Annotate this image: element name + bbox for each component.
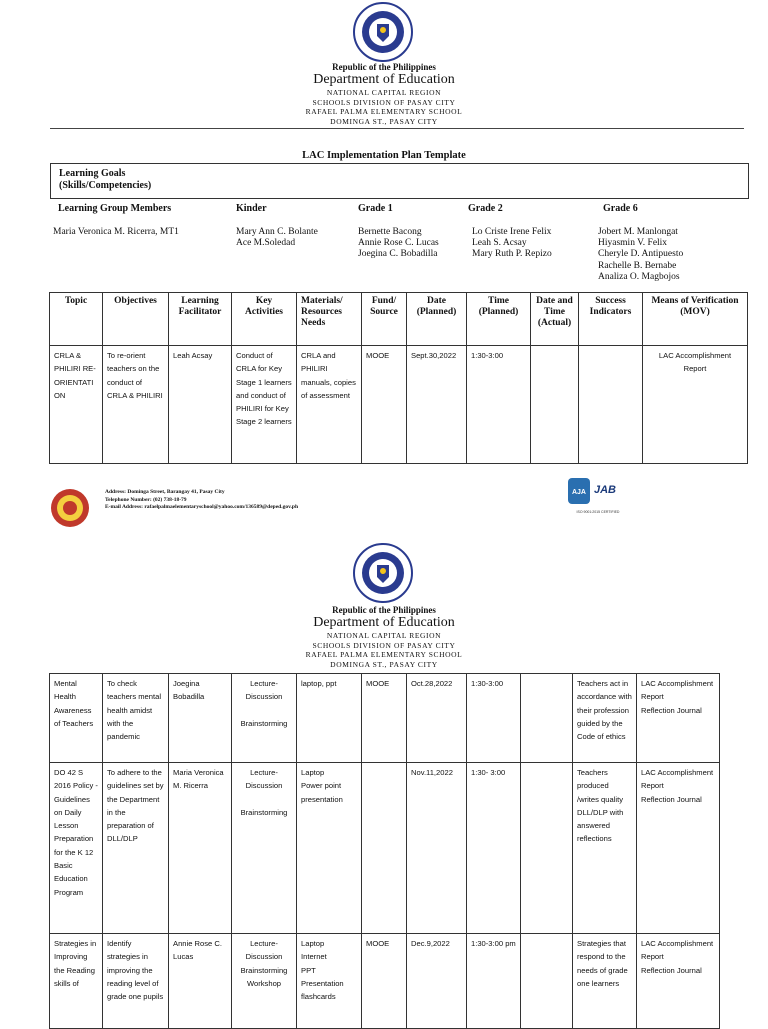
cell-topic: CRLA & PHILIRI RE-ORIENTATI ON (50, 346, 103, 464)
cell-mov: LAC Accomplishment Report Reflection Journal (637, 674, 720, 763)
member-list (472, 227, 552, 261)
col-header: Success Indicators (579, 293, 643, 346)
member-name: Lo Criste Irene Felix (472, 227, 552, 237)
header-rule (50, 128, 744, 129)
member-name: Mary Ruth P. Repizo (472, 249, 552, 260)
member-name: Rachelle B. Bernabe (598, 260, 677, 271)
member-list (53, 227, 179, 238)
cell-mov: LAC Accomplishment Report (643, 346, 748, 464)
col-header: Learning Facilitator (169, 293, 232, 346)
col-header: Date and Time (Actual) (531, 293, 579, 346)
group-label-grade6: Grade 6 (603, 203, 638, 214)
cell-success: Teachers produced /writes quality DLL/DLP with answered reflections (573, 763, 637, 934)
department-name: Department of Education (313, 72, 455, 87)
member-name: Analiza O. Magbojos (598, 271, 680, 282)
department-name: Department of Education (313, 615, 455, 630)
col-header: Fund/ Source (362, 293, 407, 346)
member-name: Mary Ann C. Bolante (236, 227, 318, 237)
school-address: DOMINGA ST., PASAY CITY (330, 116, 438, 126)
cell-success (579, 346, 643, 464)
footer-address: Address: Dominga Street, Barangay 41, Pasay City (105, 489, 225, 495)
cell-success: Teachers act in accordance with their profession guided by the Code of ethics (573, 674, 637, 763)
cell-success: Strategies that respond to the needs of grade one learners (573, 934, 637, 1029)
deped-seal (353, 543, 413, 603)
col-header: Time (Planned) (467, 293, 531, 346)
cell-date-actual (521, 934, 573, 1029)
republic-line: Republic of the Philippines (332, 62, 436, 72)
cell-topic: DO 42 S 2016 Policy - Guidelines on Daily Lesson Preparation for the K 12 Basic Education Program (50, 763, 103, 934)
region-line: NATIONAL CAPITAL REGION (326, 631, 442, 640)
aja-logo: AJA (568, 478, 590, 504)
deped-seal (353, 2, 413, 62)
cell-materials: Laptop Power point presentation (297, 763, 362, 934)
cell-activities: Conduct of CRLA for Key Stage 1 learners and conduct of PHILIRI for Key Stage 2 learners (232, 346, 297, 464)
plan-title: LAC Implementation Plan Template (302, 150, 466, 161)
col-header: Objectives (103, 293, 169, 346)
cell-mov: LAC Accomplishment Report Reflection Journal (637, 763, 720, 934)
learning-goals-box (50, 163, 749, 199)
iso-caption: ISO 9001:2015 CERTIFIED (576, 510, 620, 514)
member-name: Hiyasmin V. Felix (598, 238, 668, 249)
cell-materials: CRLA and PHILIRI manuals, copies of assessment (297, 346, 362, 464)
school-address: DOMINGA ST., PASAY CITY (330, 659, 438, 669)
cell-time-planned: 1:30-3:00 (467, 346, 531, 464)
member-name: Jobert M. Manlongat (598, 227, 678, 237)
cell-date-actual (521, 763, 573, 934)
cell-materials: Laptop Internet PPT Presentation flashcards (297, 934, 362, 1029)
member-name: Annie Rose C. Lucas (358, 238, 439, 249)
footer-contact (105, 489, 298, 512)
table-row (50, 934, 720, 1029)
cell-mov: LAC Accomplishment Report Reflection Journal (637, 934, 720, 1029)
school-logo (50, 488, 90, 528)
member-list (358, 227, 439, 261)
cell-objectives: Identify strategies in improving the reading level of grade one pupils (103, 934, 169, 1029)
member-list (598, 227, 683, 283)
group-label-kinder: Kinder (236, 203, 267, 214)
cell-date-planned: Nov.11,2022 (407, 763, 467, 934)
col-header: Means of Verification (MOV) (643, 293, 748, 346)
cell-activities: Lecture-Discussion Brainstorming (232, 763, 297, 934)
cell-facilitator: Leah Acsay (169, 346, 232, 464)
cell-objectives: To adhere to the guidelines set by the Department in the preparation of DLL/DLP (103, 763, 169, 934)
member-name: Joegina C. Bobadilla (358, 249, 438, 260)
cell-materials: laptop, ppt (297, 674, 362, 763)
table-header-row (50, 293, 748, 346)
cell-date-planned: Dec.9,2022 (407, 934, 467, 1029)
member-name: Maria Veronica M. Ricerra, MT1 (53, 227, 179, 237)
region-line: NATIONAL CAPITAL REGION (326, 88, 442, 97)
col-header: Date (Planned) (407, 293, 467, 346)
table-row (50, 763, 720, 934)
cell-date-actual (531, 346, 579, 464)
footer-telephone: Telephone Number: (02) 738-18-79 (105, 496, 187, 503)
republic-line: Republic of the Philippines (332, 605, 436, 615)
col-header: Topic (50, 293, 103, 346)
cell-facilitator: Annie Rose C. Lucas (169, 934, 232, 1029)
member-name: Cheryle D. Antipuesto (598, 249, 684, 260)
cell-facilitator: Maria Veronica M. Ricerra (169, 763, 232, 934)
cell-date-planned: Oct.28,2022 (407, 674, 467, 763)
footer-email: E-mail Address: rafaelpalmaelementaryschool@yahoo.com/136589@deped.gov.ph (105, 504, 299, 510)
school-name: RAFAEL PALMA ELEMENTARY SCHOOL (305, 107, 463, 116)
cell-time-planned: 1:30- 3:00 (467, 763, 521, 934)
member-list (236, 227, 318, 249)
cell-fund: MOOE (362, 934, 407, 1029)
cell-topic: Mental Health Awareness of Teachers (50, 674, 103, 763)
table-row (50, 674, 720, 763)
goals-label: Learning Goals (59, 168, 126, 179)
member-name: Leah S. Acsay (472, 238, 527, 249)
cell-date-actual (521, 674, 573, 763)
goals-sub: (Skills/Competencies) (59, 180, 152, 191)
plan-table-page2 (49, 673, 720, 1029)
cell-topic: Strategies in Improving the Reading skills of (50, 934, 103, 1029)
cell-fund: MOOE (362, 674, 407, 763)
cell-date-planned: Sept.30,2022 (407, 346, 467, 464)
school-name: RAFAEL PALMA ELEMENTARY SCHOOL (305, 650, 463, 659)
plan-table-page1 (49, 292, 748, 464)
table-row (50, 346, 748, 464)
division-line: SCHOOLS DIVISION OF PASAY CITY (312, 640, 456, 650)
cell-fund: MOOE (362, 346, 407, 464)
cell-facilitator: Joegina Bobadilla (169, 674, 232, 763)
col-header: Materials/ Resources Needs (297, 293, 362, 346)
member-name: Ace M.Soledad (236, 238, 296, 249)
cell-fund (362, 763, 407, 934)
cell-activities: Lecture-Discussion Brainstorming Workshop (232, 934, 297, 1029)
division-line: SCHOOLS DIVISION OF PASAY CITY (312, 97, 456, 107)
cell-activities: Lecture-Discussion Brainstorming (232, 674, 297, 763)
group-label-grade1: Grade 1 (358, 203, 393, 214)
member-name: Bernette Bacong (358, 227, 422, 237)
iso-certification-logo (566, 476, 630, 526)
cell-objectives: To check teachers mental health amidst with the pandemic (103, 674, 169, 763)
cell-time-planned: 1:30-3:00 pm (467, 934, 521, 1029)
group-members-label: Learning Group Members (58, 203, 172, 214)
group-label-grade2: Grade 2 (468, 203, 503, 214)
col-header: Key Activities (232, 293, 297, 346)
cell-objectives: To re-orient teachers on the conduct of CRLA & PHILIRI (103, 346, 169, 464)
cell-time-planned: 1:30-3:00 (467, 674, 521, 763)
jab-logo: JAB (594, 484, 617, 496)
